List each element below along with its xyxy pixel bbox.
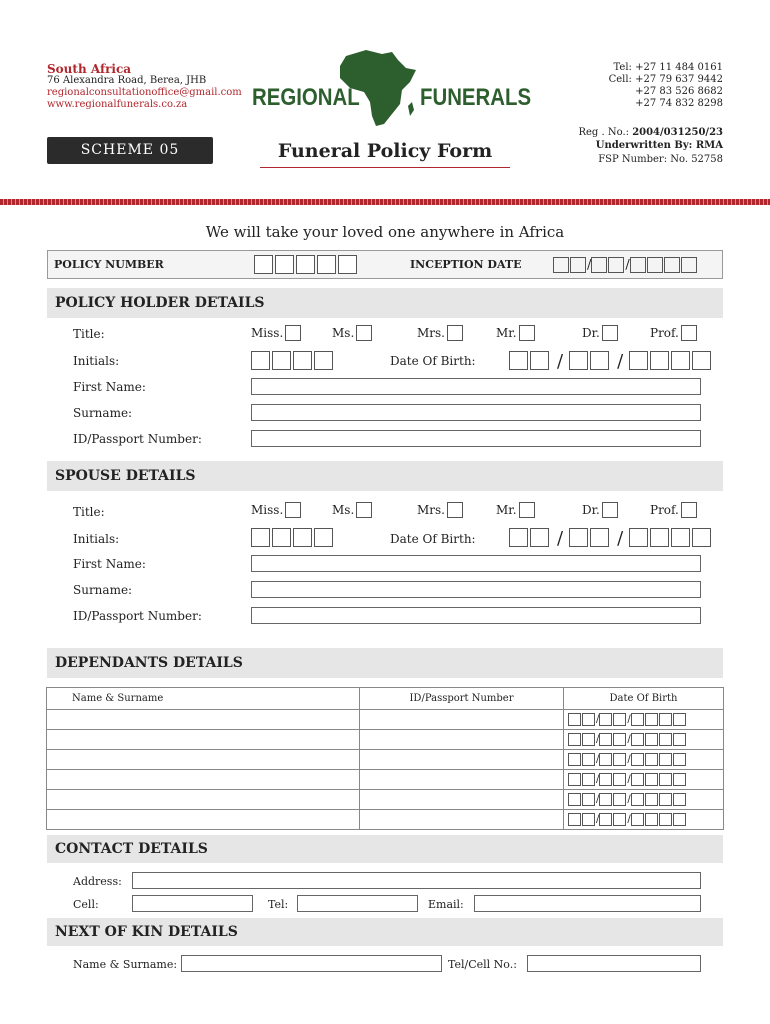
dependant-id-cell[interactable] bbox=[360, 710, 564, 730]
dependant-dob-cell[interactable]: / / bbox=[564, 790, 724, 810]
holder-title-option-label: Dr. bbox=[582, 325, 600, 340]
spouse-title-option[interactable] bbox=[496, 502, 535, 518]
contact-cell-field[interactable] bbox=[132, 895, 253, 912]
holder-title-option-label: Ms. bbox=[332, 325, 355, 340]
holder-surname-label: Surname: bbox=[73, 406, 133, 420]
spouse-title-checkbox[interactable] bbox=[285, 502, 301, 518]
col-name-header: Name & Surname bbox=[47, 688, 360, 710]
spouse-first-name-field[interactable] bbox=[251, 555, 701, 572]
spouse-title-option[interactable] bbox=[650, 502, 697, 518]
contact-section-header: CONTACT DETAILS bbox=[47, 835, 723, 863]
table-row bbox=[47, 750, 724, 770]
spouse-title-option-label: Dr. bbox=[582, 502, 600, 517]
contact-email-field[interactable] bbox=[474, 895, 701, 912]
spouse-initials-label: Initials: bbox=[73, 532, 120, 546]
header-divider bbox=[0, 199, 770, 205]
spouse-section-header: SPOUSE DETAILS bbox=[47, 461, 723, 491]
holder-dob-label: Date Of Birth: bbox=[390, 354, 476, 368]
holder-title-checkbox[interactable] bbox=[519, 325, 535, 341]
spouse-title-option[interactable] bbox=[251, 502, 301, 518]
table-row bbox=[47, 770, 724, 790]
holder-initials-boxes[interactable] bbox=[251, 351, 335, 370]
underwritten: Underwritten By: RMA bbox=[595, 140, 723, 151]
contact-address-label: Address: bbox=[73, 875, 122, 888]
dependant-name-cell[interactable] bbox=[47, 790, 360, 810]
holder-title-label: Title: bbox=[73, 327, 105, 341]
dependant-id-cell[interactable] bbox=[360, 750, 564, 770]
holder-title-checkbox[interactable] bbox=[356, 325, 372, 341]
holder-title-checkbox[interactable] bbox=[602, 325, 618, 341]
header-phone3: +27 74 832 8298 bbox=[635, 98, 723, 109]
kin-section-header: NEXT OF KIN DETAILS bbox=[47, 918, 723, 946]
holder-title-option-label: Miss. bbox=[251, 325, 284, 340]
inception-date-boxes[interactable]: / / bbox=[553, 257, 698, 273]
policy-digit-box[interactable] bbox=[254, 255, 273, 274]
dependant-id-cell[interactable] bbox=[360, 730, 564, 750]
holder-title-option[interactable] bbox=[496, 325, 535, 341]
contact-cell-label: Cell: bbox=[73, 898, 99, 911]
holder-title-option-label: Mrs. bbox=[417, 325, 445, 340]
form-title: Funeral Policy Form bbox=[277, 140, 493, 162]
dependant-dob-cell[interactable]: / / bbox=[564, 750, 724, 770]
header-website[interactable]: www.regionalfunerals.co.za bbox=[47, 99, 188, 110]
policy-digit-box[interactable] bbox=[317, 255, 336, 274]
fsp-number: FSP Number: No. 52758 bbox=[598, 154, 723, 165]
spouse-dob-boxes[interactable]: / / bbox=[509, 528, 713, 549]
spouse-surname-field[interactable] bbox=[251, 581, 701, 598]
policy-digit-box[interactable] bbox=[338, 255, 357, 274]
table-row bbox=[47, 810, 724, 830]
holder-title-checkbox[interactable] bbox=[447, 325, 463, 341]
dependant-dob-cell[interactable]: / / bbox=[564, 770, 724, 790]
dependant-name-cell[interactable] bbox=[47, 750, 360, 770]
dependant-dob-cell[interactable]: / / bbox=[564, 730, 724, 750]
holder-first-name-field[interactable] bbox=[251, 378, 701, 395]
holder-title-option[interactable] bbox=[650, 325, 697, 341]
holder-id-label: ID/Passport Number: bbox=[73, 432, 202, 446]
header-email[interactable]: regionalconsultationoffice@gmail.com bbox=[47, 87, 242, 98]
dependants-table bbox=[46, 687, 724, 830]
policy-digit-box[interactable] bbox=[296, 255, 315, 274]
holder-title-option-label: Mr. bbox=[496, 325, 517, 340]
africa-logo-icon bbox=[336, 46, 420, 130]
holder-section-header: POLICY HOLDER DETAILS bbox=[47, 288, 723, 318]
logo-text-regional: REGIONAL bbox=[252, 84, 360, 111]
spouse-surname-label: Surname: bbox=[73, 583, 133, 597]
holder-title-option[interactable] bbox=[582, 325, 618, 341]
policy-number-label: POLICY NUMBER bbox=[54, 258, 164, 271]
holder-initials-label: Initials: bbox=[73, 354, 120, 368]
reg-number: Reg . No.: 2004/031250/23 bbox=[578, 127, 723, 138]
spouse-title-label: Title: bbox=[73, 505, 105, 519]
spouse-id-label: ID/Passport Number: bbox=[73, 609, 202, 623]
tagline: We will take your loved one anywhere in Africa bbox=[205, 223, 565, 241]
spouse-title-option[interactable] bbox=[417, 502, 463, 518]
contact-email-label: Email: bbox=[428, 898, 464, 911]
holder-title-option[interactable] bbox=[332, 325, 372, 341]
dependant-name-cell[interactable] bbox=[47, 770, 360, 790]
holder-title-checkbox[interactable] bbox=[285, 325, 301, 341]
policy-digit-box[interactable] bbox=[275, 255, 294, 274]
dependant-id-cell[interactable] bbox=[360, 770, 564, 790]
header-country: South Africa bbox=[47, 62, 132, 76]
header-phone2: +27 83 526 8682 bbox=[635, 86, 723, 97]
holder-title-option-label: Prof. bbox=[650, 325, 679, 340]
dependant-name-cell[interactable] bbox=[47, 730, 360, 750]
table-row bbox=[47, 730, 724, 750]
spouse-title-checkbox[interactable] bbox=[447, 502, 463, 518]
dependant-dob-cell[interactable]: / / bbox=[564, 810, 724, 830]
spouse-id-field[interactable] bbox=[251, 607, 701, 624]
dependant-dob-cell[interactable]: / / bbox=[564, 710, 724, 730]
spouse-title-checkbox[interactable] bbox=[356, 502, 372, 518]
spouse-first-name-label: First Name: bbox=[73, 557, 146, 571]
holder-title-checkbox[interactable] bbox=[681, 325, 697, 341]
table-row bbox=[47, 790, 724, 810]
holder-id-field[interactable] bbox=[251, 430, 701, 447]
spouse-title-checkbox[interactable] bbox=[602, 502, 618, 518]
spouse-title-option[interactable] bbox=[332, 502, 372, 518]
dependant-name-cell[interactable] bbox=[47, 710, 360, 730]
spouse-initials-boxes[interactable] bbox=[251, 528, 335, 547]
dependants-section-header: DEPENDANTS DETAILS bbox=[47, 648, 723, 678]
spouse-title-checkbox[interactable] bbox=[681, 502, 697, 518]
logo-text-funerals: FUNERALS bbox=[420, 84, 532, 111]
spouse-title-option-label: Mr. bbox=[496, 502, 517, 517]
header-cell: Cell: +27 79 637 9442 bbox=[608, 74, 723, 85]
contact-address-field[interactable] bbox=[132, 872, 701, 889]
kin-tel-field[interactable] bbox=[527, 955, 701, 972]
title-underline bbox=[260, 167, 510, 168]
contact-tel-field[interactable] bbox=[297, 895, 418, 912]
spouse-dob-label: Date Of Birth: bbox=[390, 532, 476, 546]
holder-title-option[interactable] bbox=[417, 325, 463, 341]
holder-title-option[interactable] bbox=[251, 325, 301, 341]
dependant-id-cell[interactable] bbox=[360, 790, 564, 810]
spouse-title-checkbox[interactable] bbox=[519, 502, 535, 518]
contact-tel-label: Tel: bbox=[268, 898, 289, 911]
spouse-title-option-label: Prof. bbox=[650, 502, 679, 517]
header-address: 76 Alexandra Road, Berea, JHB bbox=[47, 75, 207, 86]
dependant-name-cell[interactable] bbox=[47, 810, 360, 830]
kin-tel-label: Tel/Cell No.: bbox=[448, 958, 517, 971]
policy-number-boxes[interactable] bbox=[254, 255, 359, 278]
table-row bbox=[47, 710, 724, 730]
kin-name-field[interactable] bbox=[181, 955, 442, 972]
spouse-title-option-label: Miss. bbox=[251, 502, 284, 517]
col-dob-header: Date Of Birth bbox=[564, 688, 724, 710]
holder-dob-boxes[interactable]: / / bbox=[509, 351, 713, 372]
header-tel: Tel: +27 11 484 0161 bbox=[613, 62, 723, 73]
dependant-id-cell[interactable] bbox=[360, 810, 564, 830]
holder-first-name-label: First Name: bbox=[73, 380, 146, 394]
spouse-title-option[interactable] bbox=[582, 502, 618, 518]
spouse-title-option-label: Ms. bbox=[332, 502, 355, 517]
spouse-title-option-label: Mrs. bbox=[417, 502, 445, 517]
col-id-header: ID/Passport Number bbox=[360, 688, 564, 710]
inception-date-label: INCEPTION DATE bbox=[410, 258, 522, 271]
scheme-badge: SCHEME 05 bbox=[47, 137, 213, 164]
kin-name-label: Name & Surname: bbox=[73, 958, 178, 971]
holder-surname-field[interactable] bbox=[251, 404, 701, 421]
